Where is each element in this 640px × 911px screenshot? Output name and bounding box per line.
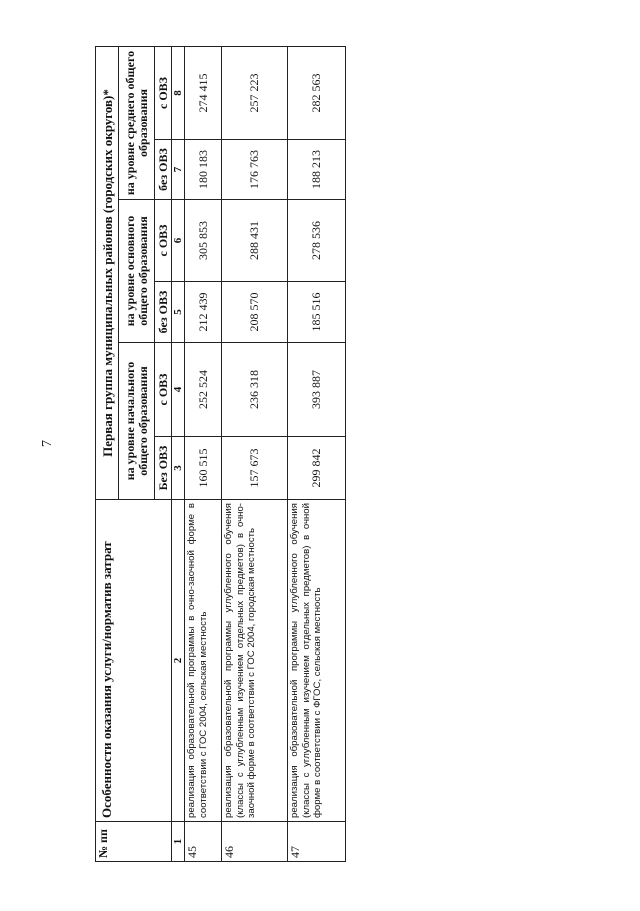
row-description: реализация образовательной программы углубленного обучения (классы с углубленным изучением отдельных предметов) в очно-заочной форме в соответствии с ГОС 2004, городская местность: [222, 500, 288, 822]
value-cell: 299 842: [288, 437, 346, 500]
subcol-header: с ОВЗ: [155, 46, 172, 139]
col-number: 1: [172, 822, 185, 862]
value-cell: 212 439: [185, 282, 222, 343]
row-number: 46: [222, 822, 288, 862]
value-cell: 274 415: [185, 46, 222, 139]
row-number: 45: [185, 822, 222, 862]
subcol-header: без ОВЗ: [155, 140, 172, 200]
table-row: [288, 46, 346, 861]
header-level-primary: на уровне начального общего образования: [119, 343, 155, 500]
row-description: реализация образовательной программы в очно-заочной форме в соответствии с ГОС 2004, сельская местность: [185, 500, 222, 822]
value-cell: 185 516: [288, 282, 346, 343]
value-cell: 188 213: [288, 140, 346, 200]
table-row: [222, 46, 288, 861]
value-cell: 257 223: [222, 46, 288, 139]
value-cell: 278 536: [288, 200, 346, 282]
cost-norms-table: [95, 46, 346, 862]
header-level-secondary: на уровне среднего общего образования: [119, 46, 155, 199]
table-row: [185, 46, 222, 861]
col-number: 4: [172, 343, 185, 437]
value-cell: 160 515: [185, 437, 222, 500]
value-cell: 282 563: [288, 46, 346, 139]
header-description: Особенности оказания услуги/норматив затрат: [96, 500, 172, 822]
value-cell: 288 431: [222, 200, 288, 282]
col-number: 6: [172, 200, 185, 282]
subcol-header: с ОВЗ: [155, 200, 172, 282]
col-number: 2: [172, 500, 185, 822]
row-number: 47: [288, 822, 346, 862]
subcol-header: Без ОВЗ: [155, 437, 172, 500]
col-number: 5: [172, 282, 185, 343]
value-cell: 236 318: [222, 343, 288, 437]
value-cell: 305 853: [185, 200, 222, 282]
page-number: 7: [40, 440, 55, 447]
value-cell: 252 524: [185, 343, 222, 437]
subcol-header: без ОВЗ: [155, 282, 172, 343]
col-number: 3: [172, 437, 185, 500]
value-cell: 208 570: [222, 282, 288, 343]
row-description: реализация образовательной программы углубленного обучения (классы с углубленным изучением отдельных предметов) в очной форме в соответствии с ФГОС, сельская местность: [288, 500, 346, 822]
value-cell: 180 183: [185, 140, 222, 200]
col-number: 8: [172, 46, 185, 139]
header-no: № пп: [96, 822, 172, 862]
subcol-header: с ОВЗ: [155, 343, 172, 437]
value-cell: 393 887: [288, 343, 346, 437]
col-number: 7: [172, 140, 185, 200]
value-cell: 176 763: [222, 140, 288, 200]
header-level-basic: на уровне основного общего образования: [119, 200, 155, 343]
header-group: Первая группа муниципальных районов (городских округов)*: [96, 46, 119, 499]
value-cell: 157 673: [222, 437, 288, 500]
